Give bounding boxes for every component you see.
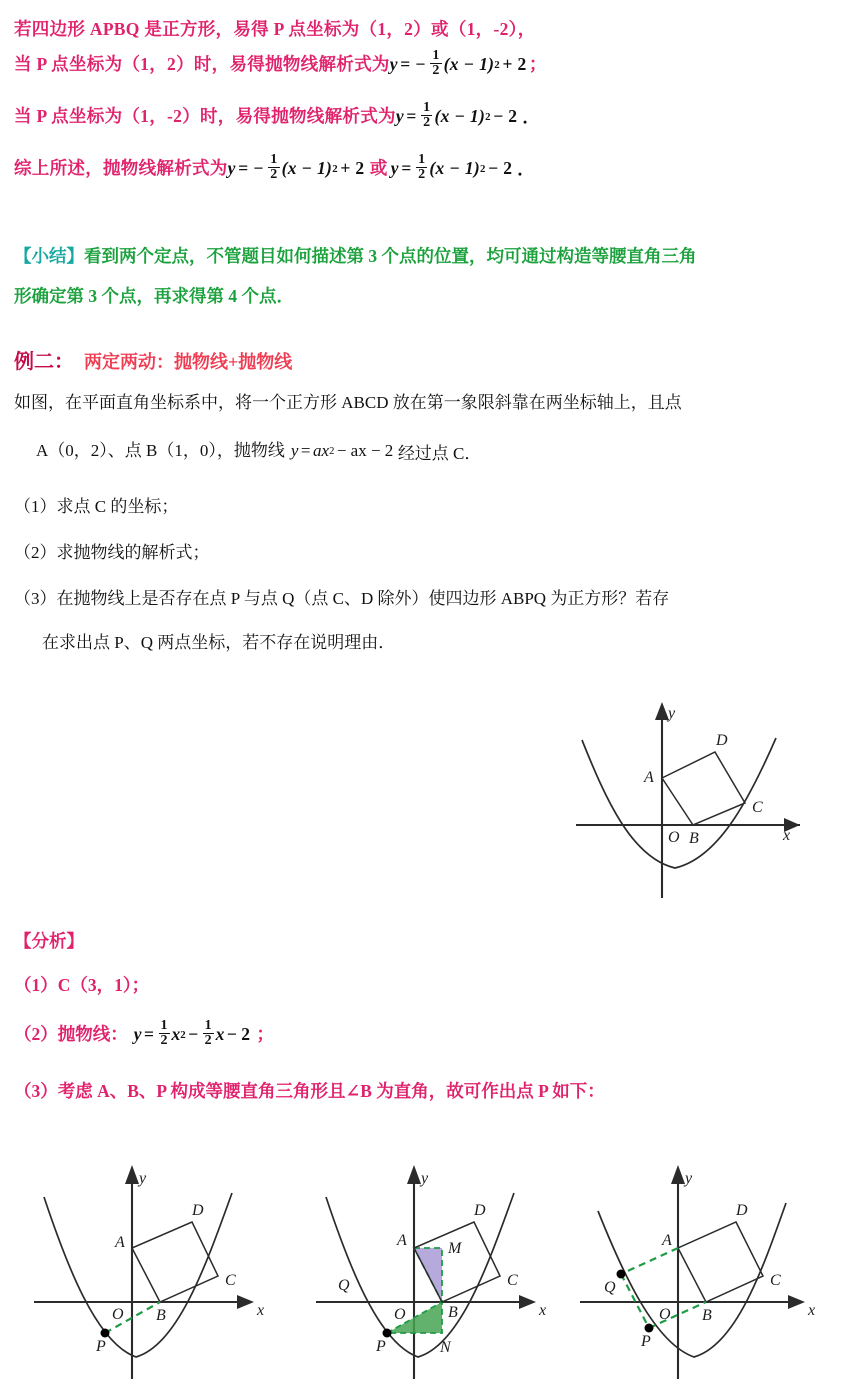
question-1-number: （1） [14, 497, 57, 516]
figure-step-1-svg [6, 1145, 288, 1385]
point-c-label: C [507, 1272, 518, 1289]
segment-aq-dashed [621, 1248, 678, 1274]
analysis-formula [128, 1020, 253, 1050]
fraction-denominator: 2 [423, 115, 431, 131]
point-a-label: A [662, 1232, 672, 1249]
formula-term: ax [313, 441, 330, 460]
formula-exponent: 2 [480, 162, 486, 175]
formula-fraction [421, 101, 432, 131]
formula-fraction [268, 153, 279, 183]
solution-line-4-formula-a [228, 154, 367, 184]
formula-eq: = [300, 441, 311, 460]
point-m-label: M [448, 1240, 462, 1257]
fraction-denominator: 2 [270, 167, 278, 183]
formula-base: (x − 1) [281, 158, 333, 179]
formula-exponent: 2 [485, 110, 491, 123]
fraction-numerator: 1 [423, 100, 431, 115]
x-axis-label: x [808, 1302, 816, 1319]
figure-step-3-svg [566, 1145, 845, 1385]
formula-exponent: 2 [180, 1028, 186, 1041]
point-n-label: N [440, 1339, 451, 1356]
formula-fraction [430, 49, 441, 79]
formula-lhs: y [390, 158, 399, 179]
formula-tail: + 2 [340, 158, 365, 179]
parabola-curve [44, 1193, 232, 1357]
point-b-label: B [702, 1307, 712, 1324]
formula-lhs: y [290, 441, 299, 460]
origin-label: O [659, 1306, 671, 1323]
fraction-numerator: 1 [204, 1018, 212, 1033]
solution-line-1-text: 若四边形 APBQ 是正方形，易得 P 点坐标为（1，2）或（1，-2）， [14, 19, 536, 39]
formula-tail: − 2 [226, 1024, 251, 1045]
summary-text-1: 看到两个定点，不管题目如何描述第 3 个点的位置，均可通过构造等腰直角三角 [84, 246, 697, 266]
x-axis-label: x [783, 827, 791, 844]
formula-var-2: x [215, 1024, 225, 1045]
stem-formula [285, 439, 482, 464]
solution-line-3-formula [396, 102, 543, 132]
fraction-numerator: 1 [418, 152, 426, 167]
x-axis-arrow-icon [237, 1295, 254, 1309]
point-q-label: Q [604, 1279, 616, 1296]
fraction-denominator: 2 [432, 63, 440, 79]
formula-eq: = [144, 1024, 155, 1045]
stem-line-1 [14, 388, 834, 436]
fraction-denominator: 2 [418, 167, 426, 183]
origin-label: O [394, 1306, 406, 1323]
figures-row [0, 1145, 845, 1385]
figure-step-3 [566, 1145, 845, 1385]
y-axis-label: y [668, 705, 676, 722]
summary-line-1 [14, 248, 834, 288]
point-a-label: A [397, 1232, 407, 1249]
fraction-numerator: 1 [160, 1018, 168, 1033]
point-b-label: B [689, 830, 699, 847]
formula-base: (x − 1) [443, 54, 495, 75]
x-axis-label: x [257, 1302, 265, 1319]
parabola-curve [598, 1203, 786, 1357]
point-c-label: C [770, 1272, 781, 1289]
stem-text-1: 如图，在平面直角坐标系中，将一个正方形 ABCD 放在第一象限斜靠在两坐标轴上，且点 [14, 393, 682, 412]
question-3-text: 在抛物线上是否存在点 P 与点 Q（点 C、D 除外）使四边形 ABPQ 为正方形？若存 [56, 589, 670, 608]
formula-tail: − 2 [488, 158, 513, 179]
formula-tail: − 2 [493, 106, 518, 127]
formula-punct: ． [522, 107, 541, 128]
formula-lhs: y [133, 1024, 142, 1045]
solution-line-3-text: 当 P 点坐标为（1，-2）时，易得抛物线解析式为 [14, 106, 396, 127]
summary-text-2: 形确定第 3 个点，再求得第 4 个点． [14, 286, 294, 306]
point-p-label: P [96, 1338, 106, 1355]
point-d-label: D [716, 732, 728, 749]
formula-fraction-1 [159, 1019, 170, 1049]
x-axis-arrow-icon [519, 1295, 536, 1309]
figure-step-2-svg [288, 1145, 570, 1385]
point-p-dot [383, 1329, 392, 1338]
x-axis-arrow-icon [788, 1295, 805, 1309]
analysis-block [14, 928, 834, 1122]
formula-fraction [416, 153, 427, 183]
example-title: 两定两动：抛物线+抛物线 [84, 352, 293, 372]
example-heading [14, 345, 292, 374]
point-d-label: D [474, 1202, 486, 1219]
x-axis-label: x [539, 1302, 547, 1319]
solution-line-2-punct: ； [529, 54, 547, 75]
analysis-text-3: （3）考虑 A、B、P 构成等腰直角三角形且∠B 为直角，故可作出点 P 如下： [14, 1081, 605, 1101]
square-abcd [132, 1222, 218, 1302]
y-axis-arrow-icon [671, 1165, 685, 1184]
solution-line-2-formula [390, 50, 529, 80]
point-p-label: P [641, 1333, 651, 1350]
y-axis-arrow-icon [655, 702, 669, 720]
y-axis-arrow-icon [407, 1165, 421, 1184]
y-axis-label: y [685, 1170, 693, 1187]
figure-main-svg [560, 690, 830, 910]
analysis-line-2 [14, 1020, 834, 1078]
point-d-label: D [736, 1202, 748, 1219]
solution-line-4-conjunction: 或 [369, 158, 388, 179]
point-c-label: C [225, 1272, 236, 1289]
question-list [14, 492, 834, 668]
question-1 [14, 492, 834, 538]
formula-eq: = [401, 158, 412, 179]
point-c-label: C [752, 799, 763, 816]
formula-op: − [188, 1024, 199, 1045]
y-axis-label: y [421, 1170, 429, 1187]
formula-punct: ． [517, 159, 536, 180]
analysis-text-1: （1）C（3，1）； [14, 975, 150, 995]
problem-stem [14, 388, 834, 480]
figure-step-1 [6, 1145, 288, 1385]
point-p-label: P [376, 1338, 386, 1355]
solution-line-4-text: 综上所述，抛物线解析式为 [14, 158, 228, 179]
example-label: 例二： [14, 351, 74, 373]
question-2-number: （2） [14, 543, 57, 562]
question-1-text: 求点 C 的坐标； [56, 497, 179, 516]
y-axis-label: y [139, 1170, 147, 1187]
formula-lhs: y [389, 54, 398, 75]
point-p-dot [101, 1329, 110, 1338]
y-axis-arrow-icon [125, 1165, 139, 1184]
square-abcd [678, 1222, 763, 1302]
formula-eq: = [406, 106, 417, 127]
solution-line-2 [14, 50, 834, 102]
stem-line-2 [14, 436, 834, 480]
question-3-text-2: 在求出点 P、Q 两点坐标，若不存在说明理由． [42, 633, 396, 652]
formula-var-1: x [171, 1024, 181, 1045]
question-3-continued [14, 628, 834, 668]
formula-tail: + 2 [502, 54, 527, 75]
summary-line-2 [14, 288, 834, 328]
stem-text-2: A（0，2）、点 B（1，0），抛物线 [36, 441, 285, 460]
point-q-label: Q [338, 1277, 350, 1294]
formula-exponent: 2 [329, 445, 335, 457]
fraction-denominator: 2 [160, 1033, 168, 1049]
solution-line-4-formula-b [391, 154, 538, 184]
question-3 [14, 584, 834, 628]
formula-lhs: y [395, 106, 404, 127]
analysis-tag-line [14, 928, 834, 972]
formula-tail: 经过点 C． [397, 443, 482, 463]
formula-base: (x − 1) [429, 158, 481, 179]
question-2 [14, 538, 834, 584]
solution-line-2-text: 当 P 点坐标为（1，2）时，易得抛物线解析式为 [14, 54, 390, 75]
point-p-dot [645, 1324, 654, 1333]
point-q-dot [617, 1270, 626, 1279]
point-a-label: A [644, 769, 654, 786]
point-b-label: B [448, 1304, 458, 1321]
formula-base: (x − 1) [434, 106, 486, 127]
solution-line-1 [14, 16, 834, 50]
summary-tag: 【小结】 [14, 246, 84, 266]
origin-label: O [112, 1306, 124, 1323]
analysis-line-1 [14, 972, 834, 1020]
formula-exponent: 2 [332, 162, 338, 175]
origin-label: O [668, 829, 680, 846]
formula-fraction-2 [203, 1019, 214, 1049]
formula-sign: − [415, 54, 426, 75]
solution-line-4 [14, 154, 834, 206]
point-b-label: B [156, 1307, 166, 1324]
solution-block [14, 16, 834, 206]
figure-main [560, 690, 830, 910]
formula-mid: − ax − 2 [336, 441, 394, 460]
figure-step-2 [288, 1145, 570, 1385]
analysis-tag: 【分析】 [14, 931, 84, 951]
fraction-numerator: 1 [270, 152, 278, 167]
fraction-numerator: 1 [432, 48, 440, 63]
question-3-number: （3） [14, 589, 57, 608]
formula-exponent: 2 [494, 58, 500, 71]
formula-sign: − [253, 158, 264, 179]
square-abcd [662, 752, 745, 825]
formula-lhs: y [227, 158, 236, 179]
question-2-text: 求抛物线的解析式； [56, 543, 210, 562]
formula-eq: = [238, 158, 249, 179]
point-d-label: D [192, 1202, 204, 1219]
analysis-text-2: （2）抛物线： [14, 1024, 128, 1045]
point-a-label: A [115, 1234, 125, 1251]
formula-eq: = [400, 54, 411, 75]
solution-line-3 [14, 102, 834, 154]
analysis-line-3 [14, 1078, 834, 1122]
fraction-denominator: 2 [204, 1033, 212, 1049]
analysis-formula-punct: ； [256, 1024, 275, 1045]
summary-block [14, 248, 834, 328]
